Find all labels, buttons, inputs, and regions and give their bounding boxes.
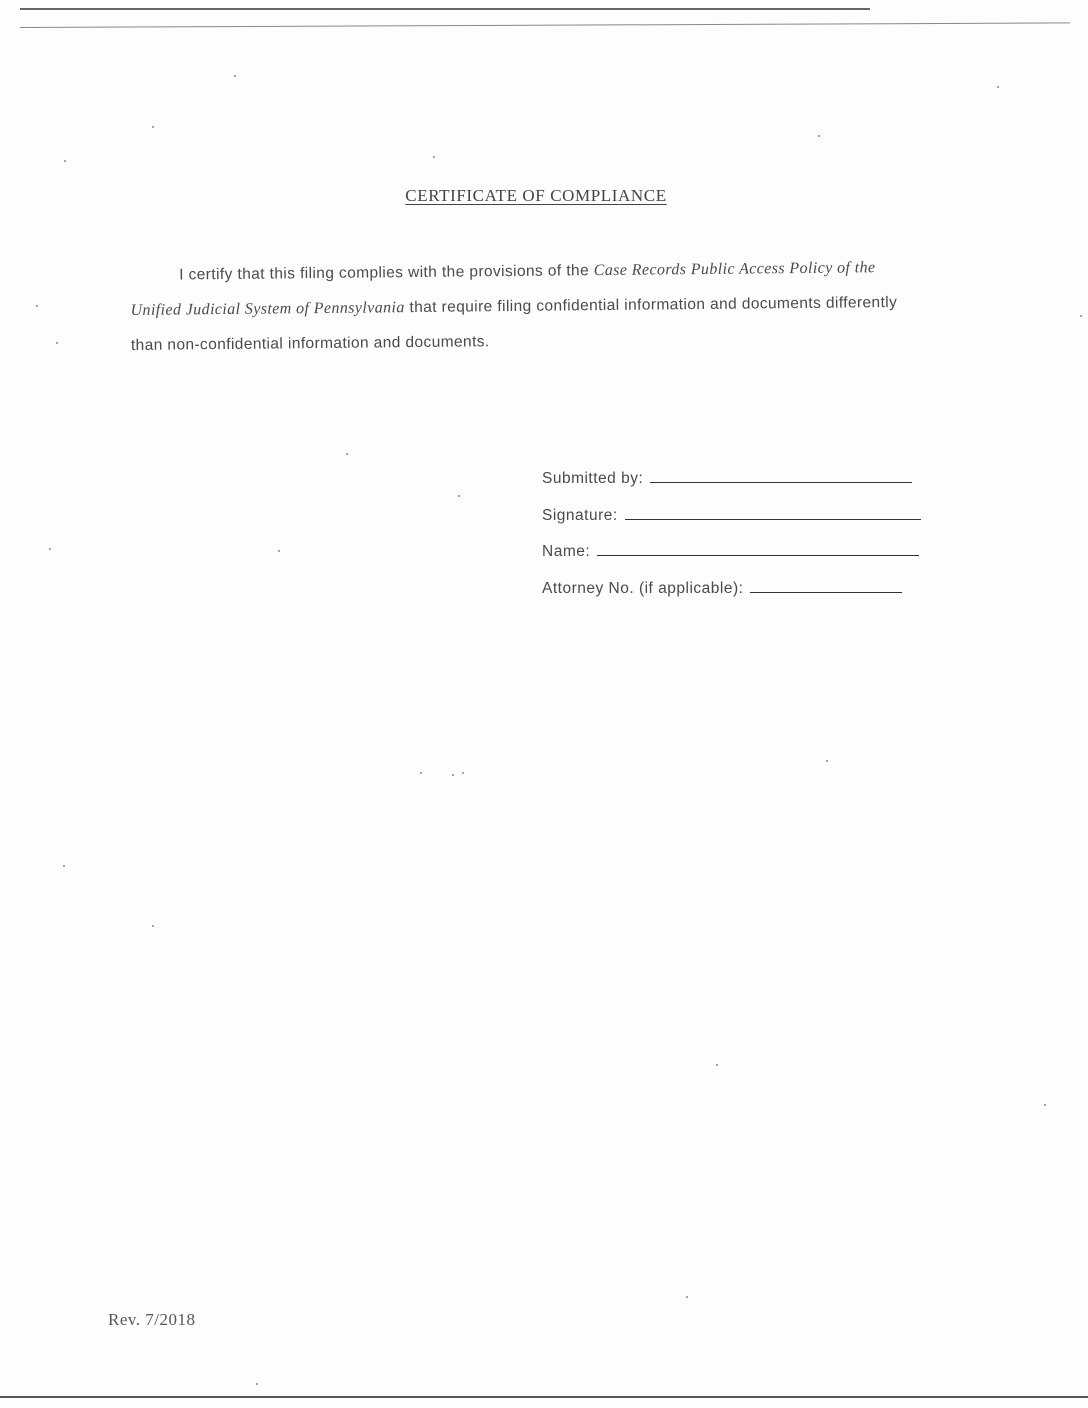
submitted-by-label: Submitted by: [542, 470, 644, 487]
scan-speck [256, 1383, 258, 1385]
scan-speck [234, 75, 236, 77]
signature-row [542, 503, 942, 540]
scan-speck [278, 550, 280, 552]
scan-speck [997, 86, 999, 88]
scan-edge-line-top-secondary [20, 22, 1070, 28]
name-field[interactable] [597, 539, 919, 556]
submitted-by-row [542, 466, 942, 503]
scan-speck [346, 453, 348, 455]
scan-speck [420, 772, 422, 774]
scan-speck [64, 160, 66, 162]
attorney-no-label: Attorney No. (if applicable): [542, 579, 744, 597]
signature-block [542, 466, 942, 612]
policy-name: Case Records Public Access Policy of the Unified Judicial System of Pennsylvania [130, 259, 876, 319]
name-label: Name: [542, 543, 591, 560]
scan-speck [686, 1296, 688, 1298]
scan-speck [826, 760, 828, 762]
scan-speck [49, 548, 51, 550]
attorney-no-field[interactable] [750, 576, 902, 593]
certification-paragraph [130, 250, 931, 363]
scan-speck [152, 126, 154, 128]
attorney-no-row [542, 576, 942, 613]
revision-label: Rev. 7/2018 [108, 1310, 196, 1329]
scan-speck [63, 865, 65, 867]
scan-speck [452, 774, 454, 776]
scan-speck [433, 156, 435, 158]
certification-text-part1: I certify that this filing complies with the provisions of the [179, 262, 594, 284]
document-title: CERTIFICATE OF COMPLIANCE [405, 186, 667, 205]
certification-text-part2: that require filing confidential information and documents differently than non-confidential information and documents. [130, 293, 898, 354]
scan-speck [458, 495, 460, 497]
scan-speck [36, 305, 38, 307]
scan-speck [716, 1064, 718, 1066]
signature-field[interactable] [625, 503, 921, 520]
scan-speck [56, 342, 58, 344]
submitted-by-field[interactable] [650, 466, 912, 483]
scan-edge-line-top [20, 8, 870, 10]
scan-speck [818, 135, 820, 137]
name-row [542, 539, 942, 576]
scan-speck [462, 772, 464, 774]
scan-edge-line-bottom [0, 1396, 1088, 1398]
scan-speck [1080, 315, 1082, 317]
scan-speck [1044, 1104, 1046, 1106]
signature-label: Signature: [542, 506, 618, 524]
scan-speck [152, 925, 154, 927]
